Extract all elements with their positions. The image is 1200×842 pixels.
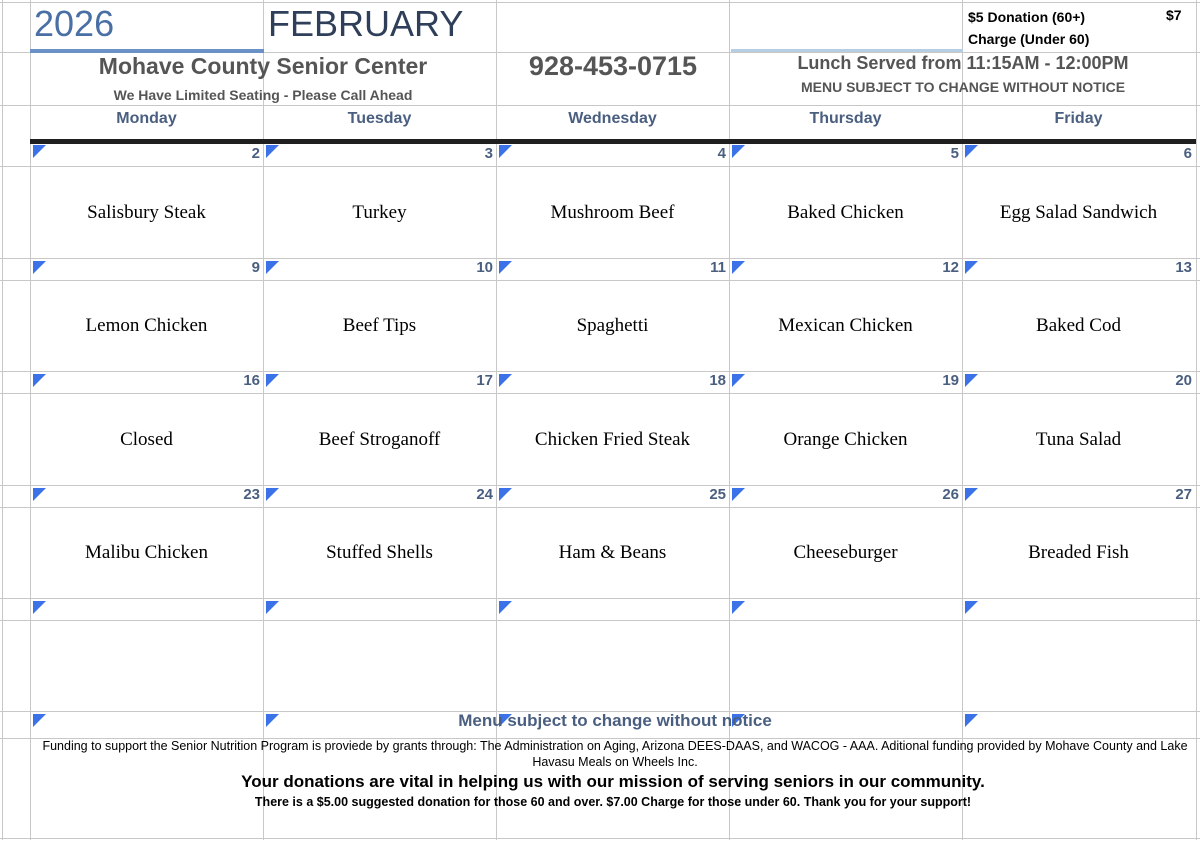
corner-marker-icon	[33, 601, 46, 614]
date-number: 13	[1175, 259, 1192, 276]
date-number: 5	[950, 145, 959, 162]
meal-item: Spaghetti	[576, 315, 649, 336]
donation-label: $5 Donation (60+)	[968, 9, 1086, 25]
meal-item: Lemon Chicken	[85, 315, 208, 336]
date-number: 16	[243, 372, 260, 389]
suggested-donation-text: There is a $5.00 suggested donation for those 60 and over. $7.00 Charge for those under 60. Thank you for your support!	[254, 795, 972, 809]
month-title: FEBRUARY	[268, 3, 464, 44]
meal-item: Beef Tips	[342, 315, 417, 336]
meal-item: Salisbury Steak	[87, 202, 206, 223]
date-number: 25	[709, 486, 726, 503]
date-number: 2	[251, 145, 260, 162]
date-number: 4	[717, 145, 726, 162]
date-number: 23	[243, 486, 260, 503]
meal-item: Closed	[120, 429, 173, 450]
date-number: 18	[709, 372, 726, 389]
corner-marker-icon	[965, 714, 978, 727]
date-number: 17	[476, 372, 493, 389]
meal-item: Breaded Fish	[1028, 542, 1129, 563]
meal-item: Ham & Beans	[558, 542, 667, 563]
meal-item: Tuna Salad	[1035, 429, 1122, 450]
day-header-thursday: Thursday	[809, 110, 882, 127]
meal-item: Baked Chicken	[787, 202, 904, 223]
meal-item: Cheeseburger	[793, 542, 898, 563]
funding-text: Funding to support the Senior Nutrition Program is proviede by grants through: The Administration on Aging, Arizona DEES-DAAS, and WACOG - AAA. Aditional funding provided by Mohave County and Lake Havasu Meals on Wheels Inc.	[42, 739, 1188, 769]
seating-note: We Have Limited Seating - Please Call Ahead	[113, 87, 413, 103]
day-header-friday: Friday	[1054, 110, 1103, 127]
header-divider	[30, 139, 1196, 144]
date-number: 9	[251, 259, 260, 276]
corner-marker-icon	[266, 601, 279, 614]
corner-marker-icon	[499, 601, 512, 614]
meal-item: Stuffed Shells	[326, 542, 433, 563]
phone-number: 928-453-0715	[528, 51, 698, 81]
meal-item: Mexican Chicken	[778, 315, 913, 336]
date-number: 3	[484, 145, 493, 162]
lunch-time: Lunch Served from 11:15AM - 12:00PM	[797, 53, 1129, 73]
corner-marker-icon	[33, 714, 46, 727]
header-underline	[731, 49, 963, 52]
meal-item: Mushroom Beef	[550, 202, 675, 223]
donations-vital-text: Your donations are vital in helping us with our mission of serving seniors in our community.	[241, 772, 985, 791]
meal-item: Orange Chicken	[783, 429, 908, 450]
subject-note: MENU SUBJECT TO CHANGE WITHOUT NOTICE	[800, 79, 1126, 95]
meal-item: Beef Stroganoff	[318, 429, 441, 450]
date-number: 11	[710, 259, 726, 276]
meal-item: Turkey	[352, 202, 407, 223]
day-header-monday: Monday	[116, 110, 177, 127]
corner-marker-icon	[732, 601, 745, 614]
day-header-wednesday: Wednesday	[568, 110, 657, 127]
date-number: 20	[1175, 372, 1192, 389]
date-number: 27	[1175, 486, 1192, 503]
meal-item: Malibu Chicken	[85, 542, 208, 563]
year-title: 2026	[34, 3, 115, 44]
charge-amount: $7	[1166, 7, 1182, 23]
meal-item: Chicken Fried Steak	[534, 429, 691, 450]
menu-change-note: Menu subject to change without notice	[458, 711, 772, 730]
date-number: 19	[942, 372, 959, 389]
donation-info	[968, 6, 1089, 50]
charge-label: Charge (Under 60)	[968, 31, 1090, 47]
center-name: Mohave County Senior Center	[98, 53, 428, 79]
date-number: 12	[942, 259, 959, 276]
corner-marker-icon	[965, 601, 978, 614]
date-number: 24	[476, 486, 493, 503]
date-number: 6	[1183, 145, 1192, 162]
meal-item: Egg Salad Sandwich	[999, 202, 1158, 223]
date-number: 10	[476, 259, 493, 276]
day-header-tuesday: Tuesday	[347, 110, 412, 127]
meal-item: Baked Cod	[1036, 315, 1121, 336]
date-number: 26	[942, 486, 959, 503]
corner-marker-icon	[266, 714, 279, 727]
